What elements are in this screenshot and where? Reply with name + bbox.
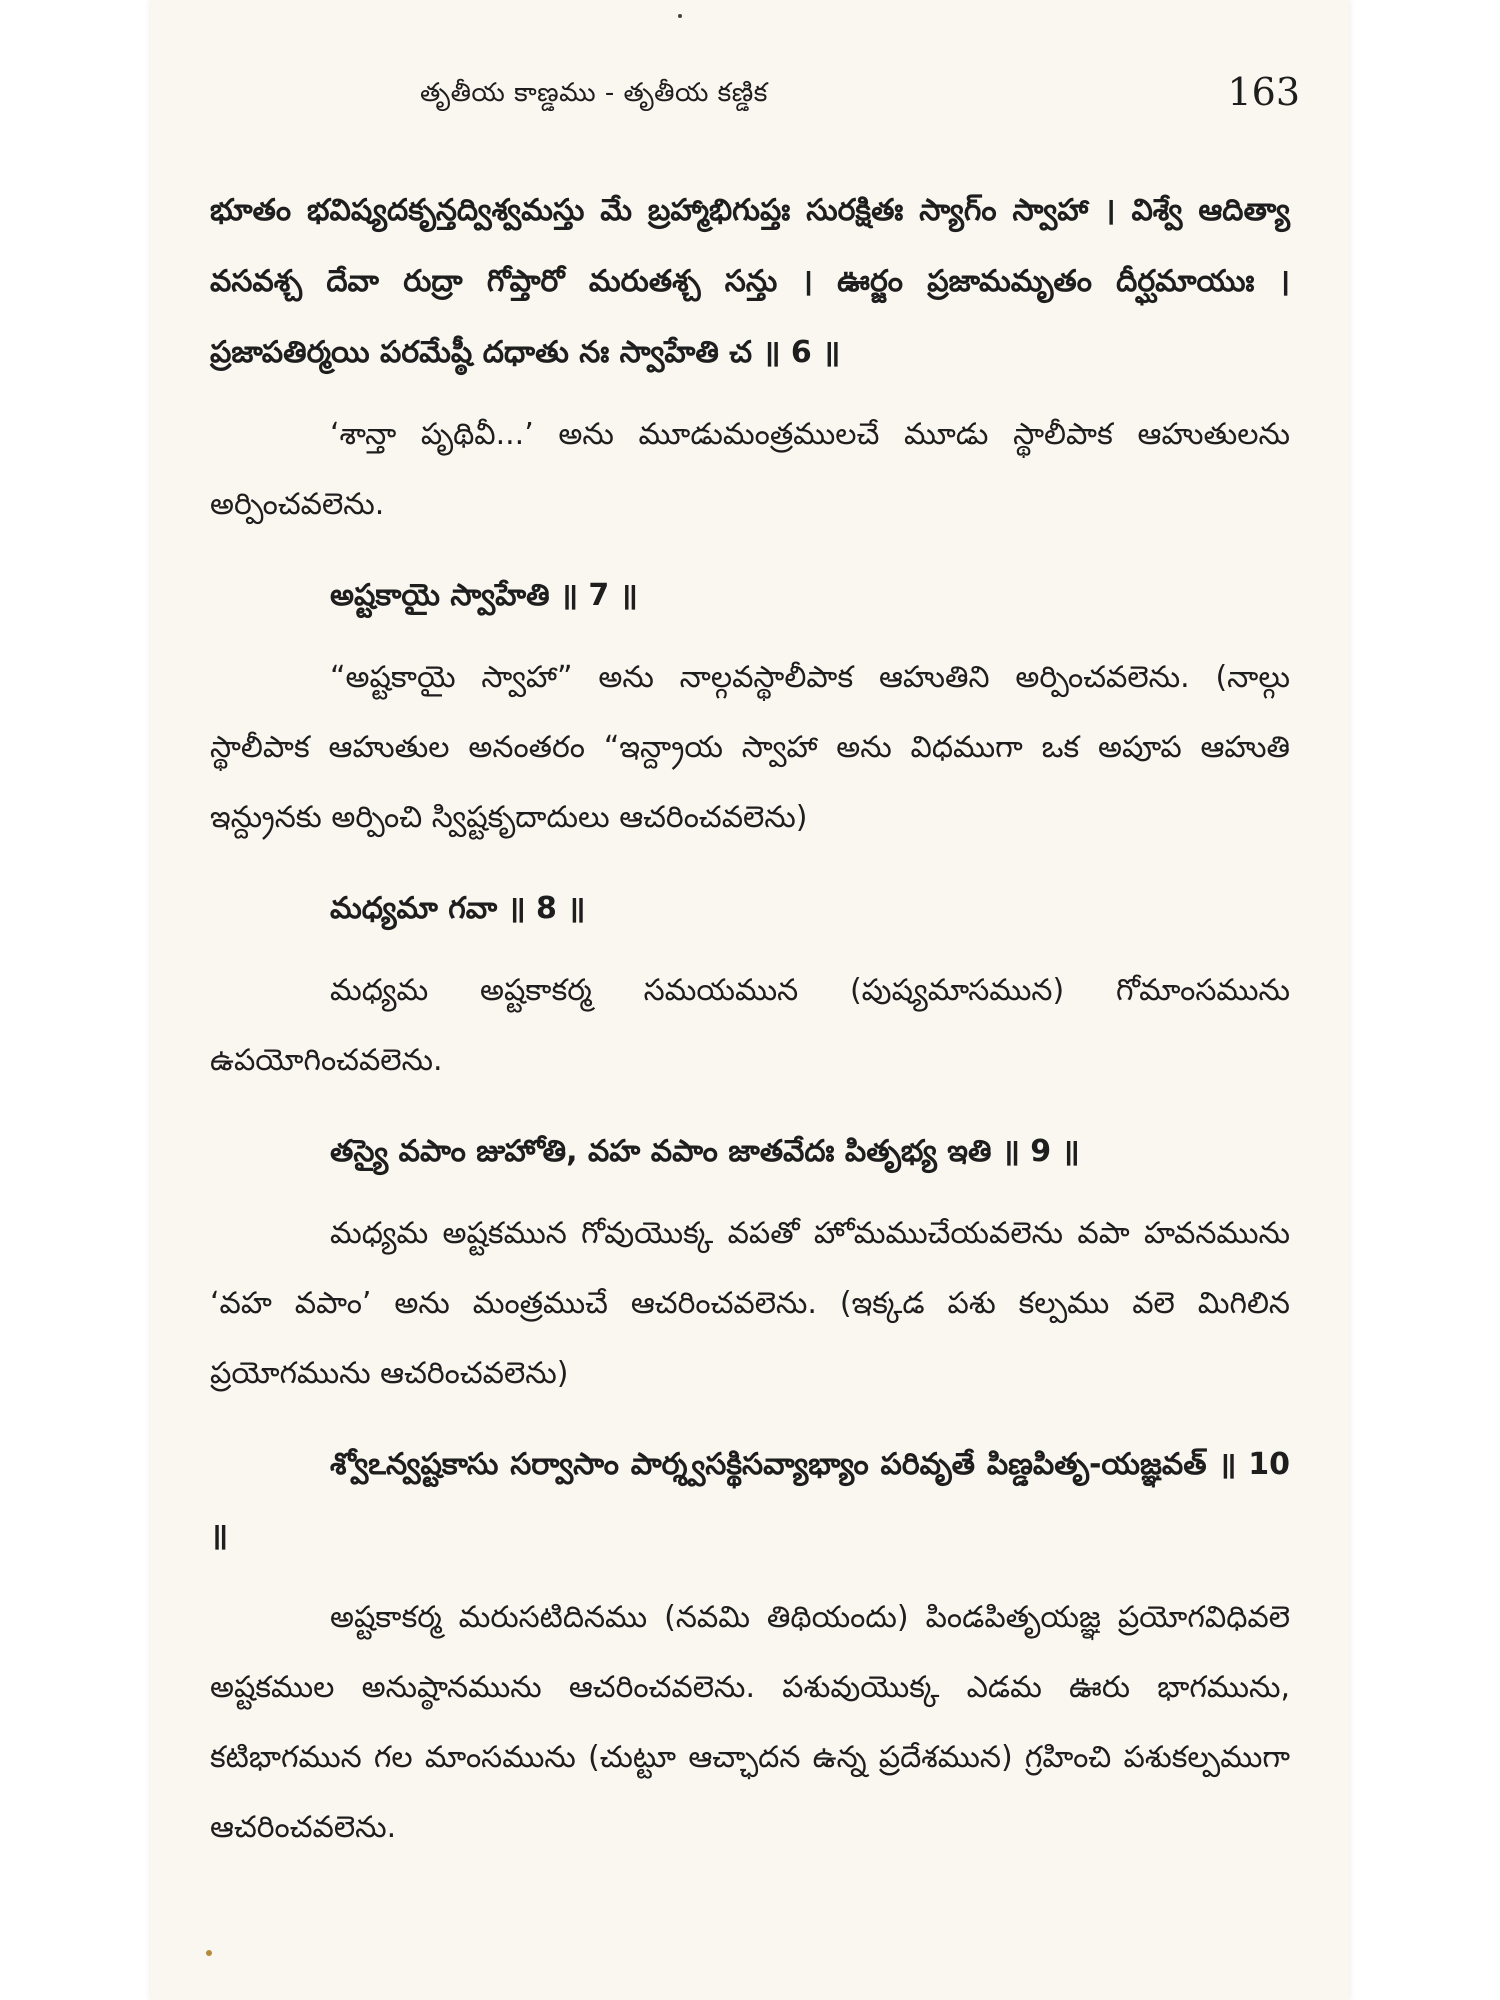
ink-blot <box>206 1950 212 1956</box>
sutra-10: శ్వోఽన్వష్టకాసు సర్వాసాం పార్శ్వసక్థిసవ్యాభ్యాం పరివృతే పిణ్డపితృ-యజ్ఞవత్ ॥ 10 ॥ <box>210 1447 1290 1553</box>
commentary-8: మధ్యమ అష్టకాకర్మ సమయమున (పుష్యమాసమున) గోమాంసమును ఉపయోగించవలెను. <box>210 973 1290 1078</box>
page-number: 163 <box>1227 70 1300 114</box>
commentary-9: మధ్యమ అష్టకమున గోవుయొక్క వపతో హోమముచేయవలెను వపా హవనమును ‘వహ వపాం’ అను మంత్రముచే ఆచరించవలెను. (ఇక్కడ పశు కల్పము వలె మిగిలిన ప్రయోగమును ఆచరించవలెను) <box>210 1216 1290 1391</box>
commentary-10: అష్టకాకర్మ మరుసటిదినము (నవమి తిథియందు) పిండపితృయజ్ఞ ప్రయోగవిధివలె అష్టకముల అనుష్ఠానమును ఆచరించవలెను. పశువుయొక్క ఎడమ ఊరు భాగమును, కటిభాగమున గల మాంసమును (చుట్టూ ఆచ్ఛాదన ఉన్న ప్రదేశమున) గ్రహించి పశుకల్పముగా ఆచరించవలెను. <box>210 1600 1290 1845</box>
commentary-6: ‘శాన్తా పృథివీ...’ అను మూడుమంత్రములచే మూడు స్థాలీపాక ఆహుతులను అర్పించవలెను. <box>210 417 1290 522</box>
page-body <box>210 175 1290 1883</box>
running-title: తృతీయ కాణ్డము - తృతీయ కణ్డిక <box>420 78 768 108</box>
sutra-8: మధ్యమా గవా ॥ 8 ॥ <box>330 891 586 926</box>
ink-dot <box>678 14 682 18</box>
commentary-7: “అష్టకాయై స్వాహా” అను నాల్గవస్థాలీపాక ఆహుతిని అర్పించవలెను. (నాల్గు స్థాలీపాక ఆహుతుల అనంతరం “ఇన్ద్రాయ స్వాహా అను విధముగా ఒక అపూప ఆహుతి ఇన్ద్రునకు అర్పించి స్విష్టకృదాదులు ఆచరించవలెను) <box>210 660 1290 835</box>
book-page <box>150 0 1350 2000</box>
sutra-6: భూతం భవిష్యదకృన్తద్విశ్వమస్తు మే బ్రహ్మాభిగుప్తః సురక్షితః స్యాగ్ం స్వాహా । విశ్వే ఆదిత్యా వసవశ్చ దేవా రుద్రా గోప్తారో మరుతశ్చ సన్తు । ఊర్జం ప్రజామమృతం దీర్ఘమాయుః । ప్రజాపతిర్మయి పరమేష్ఠీ దధాతు నః స్వాహేతి చ ॥ 6 ॥ <box>210 193 1290 370</box>
page-header <box>150 70 1350 130</box>
sutra-9: తస్యై వపాం జుహోతి, వహ వపాం జాతవేదః పితృభ్య ఇతి ॥ 9 ॥ <box>330 1134 1080 1169</box>
sutra-7: అష్టకాయై స్వాహేతి ॥ 7 ॥ <box>330 578 638 613</box>
